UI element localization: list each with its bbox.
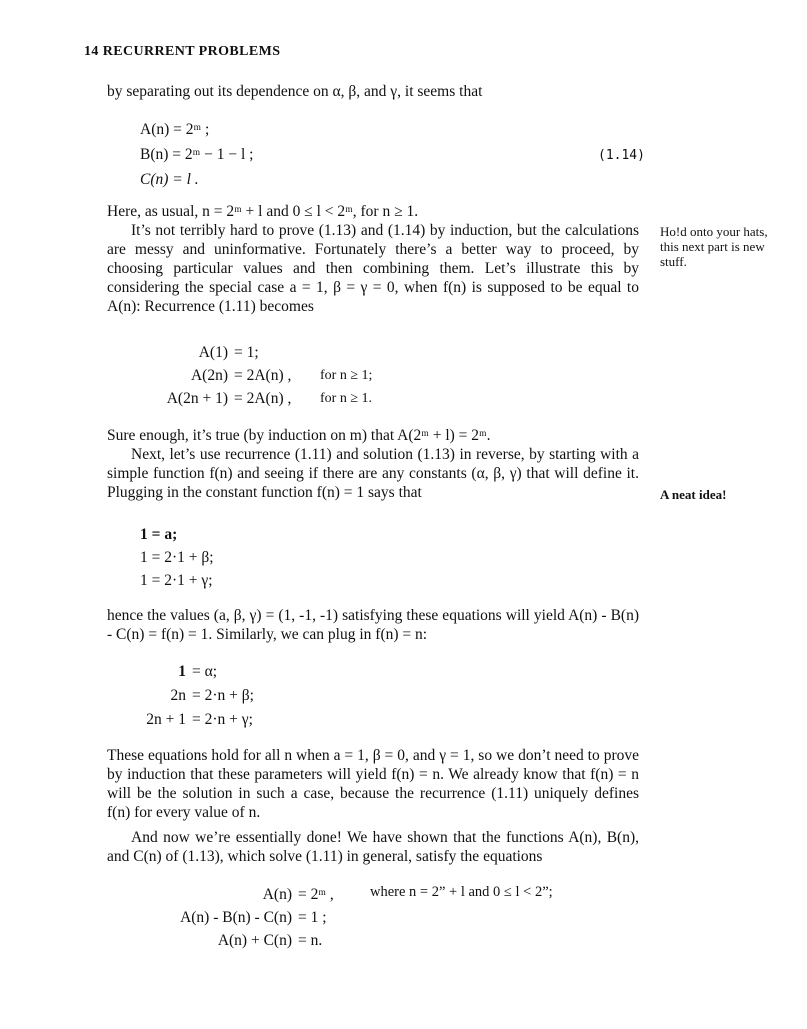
paragraph-here: Here, as usual, n = 2ᵐ + l and 0 ≤ l < 2ᵐ, for n ≥ 1. [107, 203, 419, 220]
eq-line: 1 = 2·1 + γ; [140, 572, 213, 589]
eq-line: B(n) = 2ᵐ − 1 − l ; [140, 146, 254, 163]
eq-rhs: = 2·n + γ; [192, 711, 253, 728]
eq-lhs: A(n) [262, 886, 292, 903]
eq-rhs: = α; [192, 663, 218, 680]
paragraph-sure: Sure enough, it’s true (by induction on m) that A(2ᵐ + l) = 2ᵐ. [107, 427, 491, 444]
margin-note-idea: A neat idea! [660, 487, 727, 502]
eq-rhs: = 2ᵐ , [298, 886, 334, 903]
paragraph-and: And now we’re essentially done! We have shown that the functions A(n), B(n), and C(n) of (1.13), which solve (1.11) in general, satisfy the equations [107, 829, 639, 865]
eq-condition: for n ≥ 1; [320, 368, 373, 383]
eq-lhs: 2n + 1 [146, 711, 186, 728]
eq-rhs: = 1; [234, 344, 259, 361]
eq-condition: where n = 2” + l and 0 ≤ l < 2”; [370, 884, 553, 900]
eq-line: 1 = a; [140, 526, 178, 543]
eq-lhs: 1 [178, 663, 186, 680]
eq-rhs: = 2A(n) , [234, 390, 292, 407]
eq-line: 1 = 2·1 + β; [140, 549, 214, 566]
eq-lhs: A(n) + C(n) [217, 932, 292, 949]
paragraph-terribly: It’s not terribly hard to prove (1.13) and (1.14) by induction, but the calculations are messy and uninformative. Fortunately there’s a better way to proceed, by choosing particular values and then combining them. Let’s illustrate this by considering the special case a = 1, β = γ = 0, when f(n) is supposed to be equal to A(n): Recurrence (1.11) becomes [107, 222, 639, 315]
paragraph-next: Next, let’s use recurrence (1.11) and solution (1.13) in reverse, by starting with a simple function f(n) and seeing if there are any constants (α, β, γ) that will define it. Plugging in the constant function f(n) = 1 says that [107, 446, 639, 501]
eq-lhs: A(1) [198, 344, 228, 361]
margin-note-hats: Ho!d onto your hats, this next part is new stuff. [660, 224, 768, 269]
eq-lhs: 2n [170, 687, 186, 704]
eq-lhs: A(2n + 1) [166, 390, 228, 407]
eq-line: C(n) = l . [140, 171, 199, 188]
eq-lhs: A(2n) [190, 367, 228, 384]
paragraph-intro: by separating out its dependence on α, β, and γ, it seems that [107, 83, 483, 100]
eq-condition: for n ≥ 1. [320, 391, 373, 406]
eq-rhs: = n. [298, 932, 323, 949]
equation-tag: (1.14) [598, 148, 645, 163]
page-header: 14 RECURRENT PROBLEMS [84, 44, 281, 59]
eq-line: A(n) = 2ᵐ ; [140, 121, 210, 138]
eq-lhs: A(n) - B(n) - C(n) [180, 909, 292, 926]
eq-rhs: = 1 ; [298, 909, 327, 926]
eq-rhs: = 2A(n) , [234, 367, 292, 384]
paragraph-these: These equations hold for all n when a = 1, β = 0, and γ = 1, so we don’t need to prove by induction that these parameters will yield f(n) = n. We already know that f(n) = n will be the solution in such a case, because the recurrence (1.11) uniquely defines f(n) for every value of n. [107, 747, 639, 821]
eq-rhs: = 2·n + β; [192, 687, 254, 704]
paragraph-hence: hence the values (a, β, γ) = (1, -1, -1) satisfying these equations will yield A(n) - B(n) - C(n) = f(n) = 1. Similarly, we can plug in f(n) = n: [107, 607, 639, 643]
